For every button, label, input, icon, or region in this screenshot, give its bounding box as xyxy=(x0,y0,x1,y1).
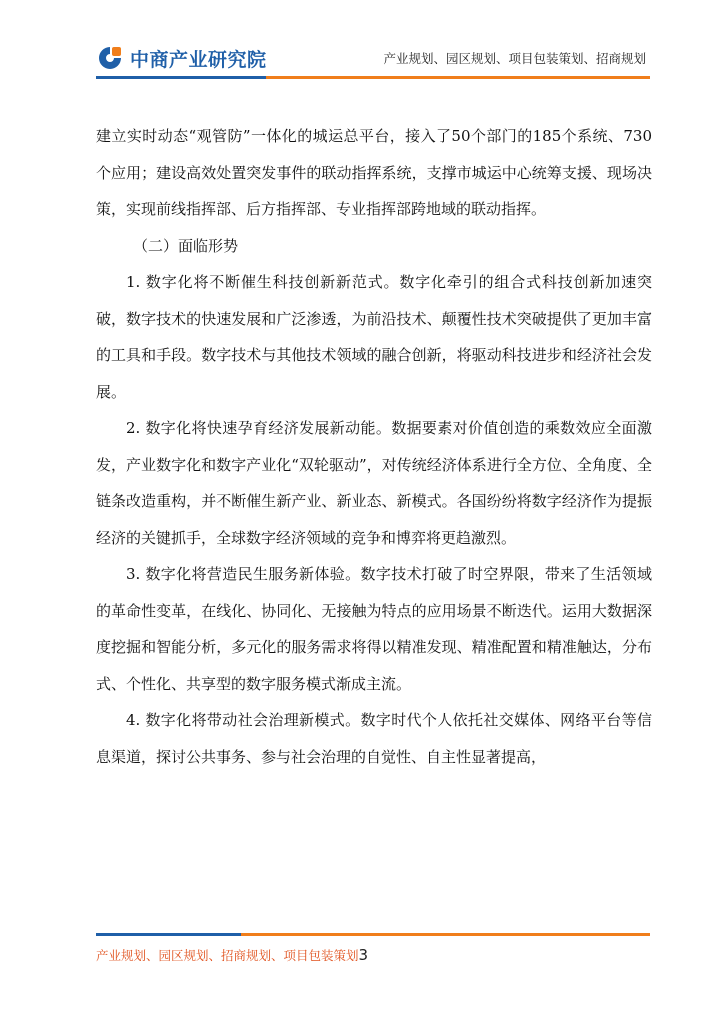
logo-mark-icon xyxy=(96,44,124,72)
page-footer xyxy=(96,946,368,964)
paragraph-item-3: 3. 数字化将营造民生服务新体验。数字技术打破了时空界限，带来了生活领域的革命性变革，在线化、协同化、无接触为特点的应用场景不断迭代。运用大数据深度挖掘和智能分析，多元化的服务需求将得以精准发现、精准配置和精准触达，分布式、个性化、共享型的数字服务模式渐成主流。 xyxy=(96,565,652,693)
footer-rule-orange xyxy=(241,933,650,936)
section-heading: （二）面临形势 xyxy=(133,236,239,255)
page-number: 3 xyxy=(358,946,369,964)
logo-text: 中商产业研究院 xyxy=(130,48,267,71)
page-header xyxy=(0,0,724,90)
paragraph-continuation: 建立实时动态“观管防”一体化的城运总平台，接入了50个部门的185个系统、730个应用；建设高效处置突发事件的联动指挥系统，支撑市城运中心统筹支援、现场决策，实现前线指挥部、后方指挥部、专业指挥部跨地域的联动指挥。 xyxy=(96,127,652,218)
document-body xyxy=(96,118,652,775)
company-logo xyxy=(96,43,267,73)
footer-rule-blue xyxy=(96,933,241,936)
paragraph-item-2: 2. 数字化将快速孕育经济发展新动能。数据要素对价值创造的乘数效应全面激发，产业数字化和数字产业化“双轮驱动”，对传统经济体系进行全方位、全角度、全链条改造重构，并不断催生新产业、新业态、新模式。各国纷纷将数字经济作为提振经济的关键抓手，全球数字经济领域的竞争和博弈将更趋激烈。 xyxy=(96,419,652,547)
header-rule-orange xyxy=(266,76,650,79)
paragraph-item-4: 4. 数字化将带动社会治理新模式。数字时代个人依托社交媒体、网络平台等信息渠道，探讨公共事务、参与社会治理的自觉性、自主性显著提高， xyxy=(96,711,652,766)
paragraph-item-1: 1. 数字化将不断催生科技创新新范式。数字化牵引的组合式科技创新加速突破，数字技术的快速发展和广泛渗透，为前沿技术、颠覆性技术突破提供了更加丰富的工具和手段。数字技术与其他技术领域的融合创新，将驱动科技进步和经济社会发展。 xyxy=(96,273,652,401)
header-tagline: 产业规划、园区规划、项目包装策划、招商规划 xyxy=(383,51,646,66)
header-rule-blue xyxy=(96,76,266,79)
footer-text: 产业规划、园区规划、招商规划、项目包装策划 xyxy=(96,948,359,963)
